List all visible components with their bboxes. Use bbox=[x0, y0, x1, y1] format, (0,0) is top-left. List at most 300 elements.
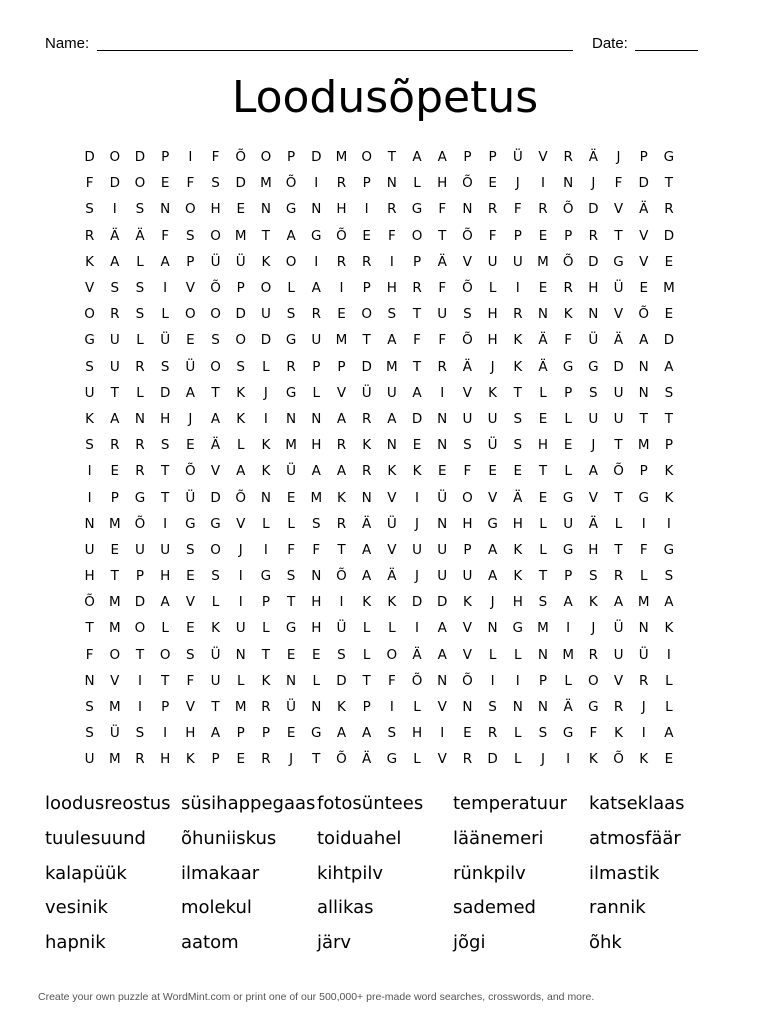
grid-letter: L bbox=[639, 568, 648, 585]
grid-letter: H bbox=[512, 515, 523, 532]
grid-letter: R bbox=[462, 751, 473, 768]
grid-letter: I bbox=[87, 489, 92, 506]
grid-letter: K bbox=[236, 384, 246, 401]
grid-letter: U bbox=[462, 410, 473, 427]
grid-letter: D bbox=[437, 594, 448, 611]
grid-letter: K bbox=[261, 253, 271, 270]
grid-letter: J bbox=[490, 594, 495, 611]
grid-letter: H bbox=[411, 725, 423, 742]
grid-letter: Ä bbox=[462, 358, 473, 375]
grid-letter: V bbox=[462, 384, 473, 401]
grid-letter: E bbox=[563, 437, 573, 454]
grid-letter: A bbox=[210, 725, 221, 742]
grid-letter: F bbox=[287, 541, 295, 558]
grid-letter: V bbox=[210, 463, 221, 480]
grid-letter: I bbox=[515, 672, 520, 689]
grid-letter: J bbox=[289, 751, 294, 768]
grid-letter: F bbox=[387, 227, 396, 244]
grid-letter: S bbox=[513, 437, 523, 454]
grid-letter: S bbox=[664, 568, 674, 585]
grid-letter: E bbox=[236, 751, 245, 768]
name-line bbox=[97, 50, 573, 51]
grid-letter: T bbox=[85, 620, 94, 637]
grid-letter: N bbox=[311, 699, 322, 716]
grid-letter: G bbox=[210, 515, 221, 532]
grid-letter: K bbox=[513, 568, 523, 585]
grid-letter: N bbox=[462, 699, 473, 716]
grid-letter: T bbox=[337, 541, 346, 558]
grid-letter: D bbox=[235, 175, 246, 192]
grid-letter: D bbox=[311, 149, 322, 166]
grid-letter: P bbox=[564, 384, 573, 401]
grid-letter: T bbox=[538, 568, 548, 585]
grid-letter: V bbox=[462, 646, 473, 663]
grid-letter: Õ bbox=[285, 175, 297, 192]
grid-letter: A bbox=[588, 463, 598, 480]
grid-letter: G bbox=[588, 699, 599, 716]
grid-letter: F bbox=[312, 541, 321, 558]
grid-letter: A bbox=[336, 463, 347, 480]
word-list-item: hapnik bbox=[45, 932, 106, 954]
grid-letter: D bbox=[235, 306, 246, 323]
word-list-item: kihtpilv bbox=[317, 862, 383, 884]
grid-letter: V bbox=[487, 489, 498, 506]
grid-letter: A bbox=[362, 725, 372, 742]
grid-letter: O bbox=[285, 253, 297, 270]
grid-letter: G bbox=[311, 227, 322, 244]
grid-letter: I bbox=[440, 384, 445, 401]
grid-letter: U bbox=[487, 253, 498, 270]
grid-letter: J bbox=[415, 515, 420, 532]
word-list-item: rünkpilv bbox=[453, 862, 526, 884]
grid-letter: T bbox=[664, 175, 674, 192]
word-list-item: ilmakaar bbox=[181, 862, 260, 884]
grid-letter: R bbox=[588, 227, 599, 244]
grid-letter: F bbox=[186, 672, 195, 689]
grid-letter: S bbox=[85, 699, 94, 716]
grid-letter: V bbox=[236, 515, 246, 532]
grid-letter: F bbox=[463, 463, 472, 480]
grid-letter: O bbox=[260, 280, 272, 297]
grid-letter: S bbox=[211, 568, 220, 585]
word-list-item: sademed bbox=[453, 897, 536, 919]
grid-letter: O bbox=[210, 227, 221, 244]
grid-letter: L bbox=[236, 437, 245, 454]
grid-letter: H bbox=[185, 725, 196, 742]
grid-letter: T bbox=[286, 594, 296, 611]
grid-letter: G bbox=[487, 515, 498, 532]
grid-letter: Ü bbox=[210, 253, 221, 270]
grid-letter: N bbox=[134, 410, 146, 427]
grid-letter: T bbox=[387, 149, 396, 166]
grid-letter: I bbox=[389, 253, 394, 270]
grid-letter: L bbox=[539, 515, 547, 532]
grid-letter: O bbox=[185, 306, 196, 323]
grid-letter: F bbox=[438, 280, 447, 297]
grid-letter: G bbox=[84, 332, 95, 349]
grid-letter: A bbox=[311, 463, 321, 480]
grid-letter: R bbox=[613, 699, 624, 716]
grid-letter: N bbox=[386, 175, 397, 192]
grid-letter: R bbox=[336, 515, 347, 532]
grid-letter: F bbox=[513, 201, 522, 218]
grid-letter: E bbox=[664, 253, 674, 270]
grid-letter: Õ bbox=[613, 463, 624, 480]
grid-letter: E bbox=[513, 463, 523, 480]
grid-letter: E bbox=[186, 620, 195, 637]
grid-letter: N bbox=[563, 175, 574, 192]
grid-letter: G bbox=[285, 332, 297, 349]
grid-letter: O bbox=[411, 227, 423, 244]
grid-letter: L bbox=[413, 699, 421, 716]
grid-letter: Õ bbox=[84, 594, 95, 611]
grid-letter: D bbox=[159, 384, 171, 401]
grid-letter: L bbox=[312, 672, 321, 689]
grid-letter: E bbox=[412, 437, 422, 454]
grid-letter: I bbox=[415, 489, 420, 506]
grid-letter: Õ bbox=[613, 751, 624, 768]
grid-letter: I bbox=[490, 672, 495, 689]
grid-letter: A bbox=[563, 594, 573, 611]
grid-letter: T bbox=[110, 568, 119, 585]
grid-letter: Ä bbox=[110, 227, 120, 244]
grid-letter: D bbox=[210, 489, 221, 506]
grid-letter: E bbox=[110, 541, 120, 558]
grid-letter: J bbox=[415, 568, 420, 585]
grid-letter: A bbox=[185, 384, 195, 401]
word-list-item: aatom bbox=[181, 932, 239, 954]
grid-letter: L bbox=[136, 332, 144, 349]
grid-letter: T bbox=[211, 384, 220, 401]
grid-letter: N bbox=[311, 201, 322, 218]
grid-letter: K bbox=[639, 751, 649, 768]
grid-letter: K bbox=[387, 463, 397, 480]
grid-letter: U bbox=[135, 541, 145, 558]
grid-letter: J bbox=[490, 358, 495, 375]
grid-letter: Ü bbox=[487, 437, 498, 454]
grid-letter: F bbox=[161, 227, 170, 244]
grid-letter: E bbox=[463, 725, 472, 742]
grid-letter: F bbox=[564, 332, 573, 349]
grid-letter: S bbox=[387, 306, 397, 323]
grid-letter: H bbox=[386, 280, 397, 297]
grid-letter: R bbox=[387, 201, 397, 218]
grid-letter: I bbox=[263, 541, 268, 558]
grid-letter: A bbox=[362, 541, 372, 558]
grid-letter: D bbox=[663, 332, 675, 349]
grid-letter: Õ bbox=[185, 463, 196, 480]
grid-letter: P bbox=[564, 227, 573, 244]
grid-letter: O bbox=[84, 306, 95, 323]
letter-grid bbox=[77, 144, 682, 773]
grid-letter: P bbox=[211, 751, 220, 768]
grid-letter: Õ bbox=[210, 280, 221, 297]
grid-letter: S bbox=[286, 306, 296, 323]
grid-letter: U bbox=[437, 306, 448, 323]
grid-letter: E bbox=[437, 463, 447, 480]
grid-letter: T bbox=[438, 227, 447, 244]
grid-letter: M bbox=[108, 699, 121, 716]
header bbox=[45, 33, 700, 55]
grid-letter: P bbox=[337, 358, 346, 375]
grid-letter: K bbox=[513, 358, 523, 375]
grid-letter: A bbox=[664, 594, 674, 611]
grid-letter: K bbox=[664, 489, 674, 506]
grid-letter: P bbox=[412, 253, 422, 270]
grid-letter: R bbox=[538, 201, 548, 218]
grid-letter: I bbox=[440, 725, 445, 742]
grid-letter: F bbox=[85, 175, 94, 192]
grid-letter: U bbox=[109, 358, 120, 375]
grid-letter: Ä bbox=[538, 332, 548, 349]
grid-letter: Ä bbox=[362, 515, 372, 532]
grid-letter: G bbox=[512, 620, 524, 637]
grid-letter: Ü bbox=[185, 489, 196, 506]
grid-letter: F bbox=[438, 201, 447, 218]
grid-letter: E bbox=[488, 175, 497, 192]
grid-letter: L bbox=[388, 620, 396, 637]
word-list-item: kalapüük bbox=[45, 862, 127, 884]
grid-letter: L bbox=[564, 672, 572, 689]
grid-letter: Ä bbox=[588, 515, 598, 532]
grid-letter: K bbox=[236, 410, 246, 427]
grid-letter: K bbox=[185, 751, 195, 768]
grid-letter: R bbox=[664, 201, 674, 218]
grid-letter: M bbox=[285, 437, 297, 454]
grid-letter: E bbox=[312, 646, 321, 663]
grid-letter: V bbox=[110, 672, 120, 689]
grid-letter: K bbox=[513, 332, 523, 349]
grid-letter: U bbox=[260, 306, 271, 323]
grid-letter: H bbox=[311, 437, 322, 454]
grid-letter: L bbox=[665, 699, 673, 716]
grid-letter: G bbox=[285, 384, 297, 401]
grid-letter: L bbox=[136, 384, 144, 401]
grid-letter: I bbox=[389, 699, 394, 716]
grid-letter: P bbox=[312, 358, 321, 375]
grid-letter: R bbox=[513, 306, 523, 323]
grid-letter: I bbox=[339, 594, 344, 611]
grid-letter: F bbox=[614, 175, 623, 192]
grid-letter: D bbox=[588, 253, 599, 270]
grid-letter: V bbox=[185, 280, 195, 297]
grid-letter: S bbox=[387, 725, 397, 742]
grid-letter: Ü bbox=[336, 620, 347, 637]
grid-letter: T bbox=[412, 306, 422, 323]
grid-letter: A bbox=[639, 332, 649, 349]
grid-letter: D bbox=[663, 227, 675, 244]
grid-letter: T bbox=[362, 332, 371, 349]
grid-letter: E bbox=[337, 306, 346, 323]
grid-letter: S bbox=[186, 227, 195, 244]
grid-letter: S bbox=[135, 725, 145, 742]
grid-letter: P bbox=[236, 280, 245, 297]
grid-letter: R bbox=[84, 227, 95, 244]
grid-letter: K bbox=[362, 437, 372, 454]
grid-letter: O bbox=[159, 646, 171, 663]
grid-letter: K bbox=[261, 463, 271, 480]
grid-letter: U bbox=[437, 568, 448, 585]
grid-letter: I bbox=[238, 568, 243, 585]
grid-letter: R bbox=[437, 358, 447, 375]
word-list-item: loodusreostus bbox=[45, 793, 171, 814]
grid-letter: M bbox=[234, 699, 247, 716]
grid-letter: S bbox=[236, 358, 245, 375]
grid-letter: N bbox=[84, 515, 95, 532]
grid-letter: D bbox=[588, 201, 599, 218]
grid-letter: Ü bbox=[286, 463, 297, 480]
grid-letter: S bbox=[110, 280, 120, 297]
word-list-item: katseklaas bbox=[589, 793, 685, 814]
grid-letter: N bbox=[286, 672, 297, 689]
grid-letter: E bbox=[538, 227, 548, 244]
grid-letter: Õ bbox=[235, 149, 247, 166]
grid-letter: M bbox=[335, 332, 348, 349]
grid-letter: T bbox=[161, 463, 170, 480]
word-list-item: õhuniiskus bbox=[181, 827, 277, 849]
grid-letter: Ä bbox=[135, 227, 145, 244]
grid-letter: V bbox=[84, 280, 95, 297]
grid-letter: J bbox=[591, 620, 596, 637]
grid-letter: P bbox=[463, 541, 472, 558]
grid-letter: Ü bbox=[185, 358, 196, 375]
grid-letter: T bbox=[362, 672, 371, 689]
grid-letter: L bbox=[262, 515, 270, 532]
grid-letter: S bbox=[513, 410, 523, 427]
grid-letter: K bbox=[85, 410, 95, 427]
grid-letter: D bbox=[84, 149, 95, 166]
grid-letter: A bbox=[160, 253, 170, 270]
grid-letter: M bbox=[562, 646, 574, 663]
grid-letter: I bbox=[137, 699, 142, 716]
grid-letter: E bbox=[186, 332, 195, 349]
grid-letter: A bbox=[437, 149, 447, 166]
grid-letter: N bbox=[437, 437, 448, 454]
grid-letter: I bbox=[339, 280, 344, 297]
grid-letter: M bbox=[108, 515, 121, 532]
word-list-item: fotosüntees bbox=[317, 793, 424, 814]
grid-letter: Ü bbox=[437, 489, 448, 506]
grid-letter: R bbox=[412, 280, 422, 297]
grid-letter: L bbox=[514, 725, 522, 742]
grid-letter: I bbox=[188, 149, 193, 166]
grid-letter: A bbox=[160, 594, 170, 611]
grid-letter: N bbox=[638, 358, 649, 375]
grid-letter: G bbox=[285, 620, 297, 637]
grid-letter: U bbox=[613, 384, 624, 401]
word-list-item: temperatuur bbox=[453, 793, 567, 814]
grid-letter: R bbox=[336, 437, 347, 454]
grid-letter: N bbox=[386, 437, 397, 454]
grid-letter: H bbox=[437, 175, 448, 192]
grid-letter: L bbox=[287, 280, 295, 297]
grid-letter: D bbox=[411, 594, 423, 611]
word-list-item: toiduahel bbox=[317, 827, 402, 849]
grid-letter: R bbox=[361, 410, 372, 427]
grid-letter: L bbox=[136, 253, 144, 270]
grid-letter: U bbox=[563, 515, 574, 532]
grid-letter: L bbox=[514, 646, 522, 663]
grid-letter: V bbox=[639, 253, 649, 270]
grid-letter: I bbox=[112, 201, 117, 218]
grid-letter: S bbox=[160, 358, 170, 375]
grid-letter: T bbox=[110, 384, 119, 401]
grid-letter: S bbox=[538, 725, 548, 742]
grid-letter: I bbox=[364, 201, 369, 218]
grid-letter: Ä bbox=[538, 358, 548, 375]
grid-letter: G bbox=[185, 515, 196, 532]
word-list-item: tuulesuund bbox=[45, 827, 146, 849]
grid-letter: E bbox=[538, 280, 548, 297]
grid-letter: A bbox=[487, 568, 498, 585]
grid-letter: K bbox=[362, 594, 372, 611]
grid-letter: E bbox=[186, 568, 195, 585]
grid-letter: R bbox=[261, 751, 271, 768]
grid-letter: G bbox=[663, 149, 675, 166]
grid-letter: Ü bbox=[235, 253, 246, 270]
grid-letter: I bbox=[137, 672, 142, 689]
grid-letter: V bbox=[462, 620, 473, 637]
grid-letter: S bbox=[488, 699, 497, 716]
grid-letter: D bbox=[134, 594, 146, 611]
grid-letter: A bbox=[664, 725, 674, 742]
grid-letter: T bbox=[135, 646, 145, 663]
grid-letter: E bbox=[286, 646, 296, 663]
grid-letter: U bbox=[235, 620, 246, 637]
grid-letter: S bbox=[337, 646, 346, 663]
grid-letter: Õ bbox=[462, 280, 473, 297]
grid-letter: L bbox=[488, 646, 497, 663]
grid-letter: J bbox=[238, 541, 243, 558]
grid-letter: N bbox=[638, 620, 649, 637]
grid-letter: D bbox=[613, 358, 624, 375]
grid-letter: A bbox=[210, 410, 221, 427]
grid-letter: U bbox=[386, 384, 397, 401]
grid-letter: R bbox=[361, 253, 372, 270]
grid-letter: E bbox=[639, 280, 648, 297]
grid-letter: D bbox=[336, 672, 347, 689]
grid-letter: T bbox=[614, 437, 623, 454]
grid-letter: N bbox=[311, 410, 322, 427]
grid-letter: R bbox=[563, 280, 573, 297]
grid-letter: Õ bbox=[462, 332, 473, 349]
grid-letter: Ä bbox=[412, 646, 422, 663]
grid-letter: Ä bbox=[387, 568, 397, 585]
grid-letter: G bbox=[613, 253, 624, 270]
grid-letter: I bbox=[163, 280, 168, 297]
grid-letter: Ü bbox=[109, 725, 120, 742]
grid-letter: N bbox=[286, 410, 297, 427]
grid-letter: S bbox=[85, 725, 94, 742]
grid-letter: A bbox=[437, 646, 447, 663]
grid-letter: R bbox=[336, 175, 347, 192]
grid-letter: G bbox=[562, 489, 574, 506]
grid-letter: K bbox=[563, 306, 573, 323]
grid-letter: Ä bbox=[362, 751, 372, 768]
grid-letter: L bbox=[539, 384, 547, 401]
grid-letter: O bbox=[210, 358, 221, 375]
grid-letter: P bbox=[186, 253, 195, 270]
grid-letter: R bbox=[135, 751, 145, 768]
grid-letter: O bbox=[210, 541, 221, 558]
grid-letter: I bbox=[314, 175, 319, 192]
grid-letter: N bbox=[437, 515, 448, 532]
grid-letter: K bbox=[261, 672, 271, 689]
grid-letter: F bbox=[413, 332, 421, 349]
grid-letter: A bbox=[236, 463, 246, 480]
grid-letter: L bbox=[413, 751, 421, 768]
grid-letter: A bbox=[362, 568, 372, 585]
